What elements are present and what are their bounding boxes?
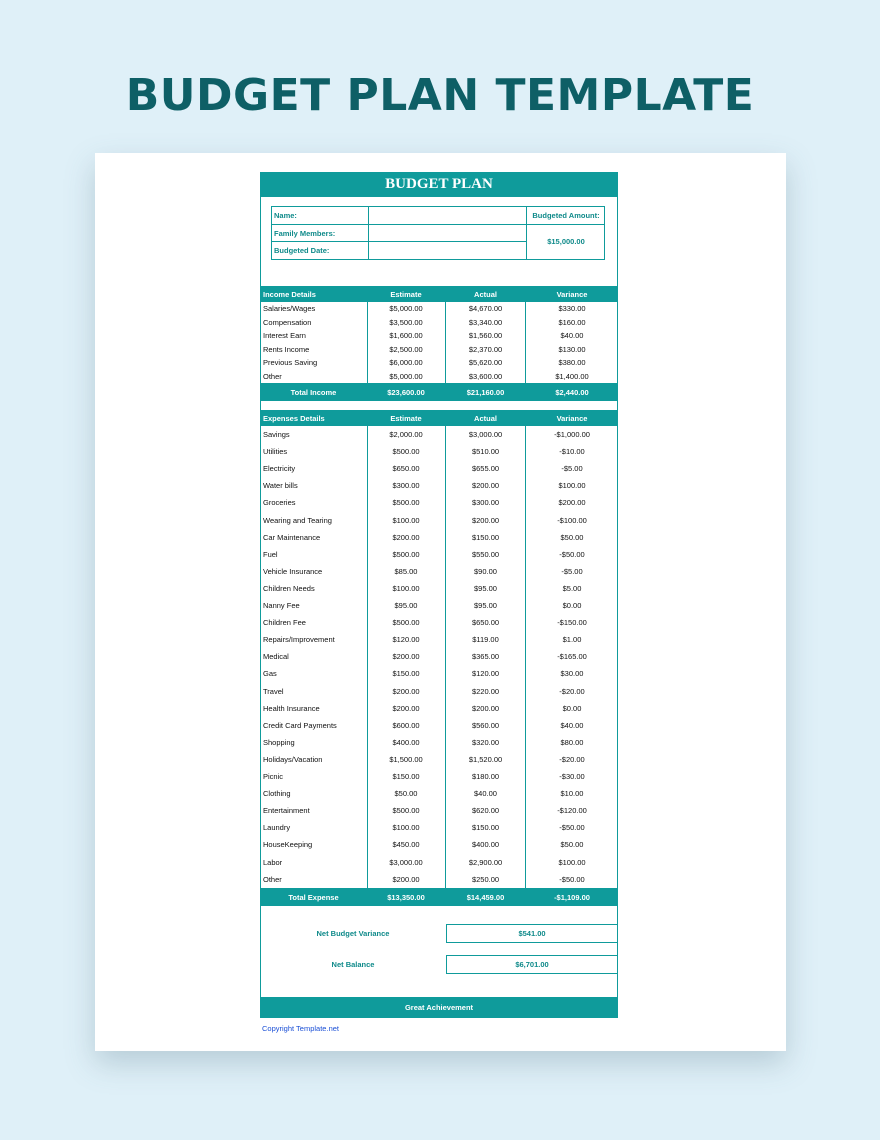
expense-row-cell-1: $85.00 — [394, 566, 418, 576]
expense-row-cell-0: Holidays/Vacation — [263, 754, 323, 764]
table-row — [260, 785, 618, 802]
expense-row-cell-1: $500.00 — [392, 498, 420, 508]
expense-row-cell-1: $1,500.00 — [389, 754, 423, 764]
table-row — [260, 751, 618, 768]
expense-row-cell-2: $620.00 — [471, 806, 500, 816]
expense-row-cell-0: Nanny Fee — [263, 601, 300, 610]
budgeted-amount-value: $15,000.00 — [547, 237, 585, 246]
income-total-cell-2: $21,160.00 — [466, 388, 505, 397]
expense-total-cell-1: $13,350.00 — [387, 892, 425, 902]
expense-row-cell-2: $250.00 — [471, 874, 500, 884]
income-row-cell-1: $1,600.00 — [389, 331, 423, 340]
expense-row-cell-0: Groceries — [263, 498, 296, 508]
table-row — [260, 443, 618, 460]
table-row — [260, 477, 618, 494]
expense-row-cell-2: $1,520.00 — [468, 754, 503, 764]
expense-row-cell-2: $40.00 — [474, 789, 497, 799]
expense-row-cell-0: Fuel — [263, 549, 278, 559]
expense-row-cell-0: Credit Card Payments — [263, 720, 337, 730]
expense-header-cell-1: Estimate — [390, 414, 422, 423]
expense-row-cell-1: $600.00 — [392, 720, 420, 730]
income-row-cell-2: $3,340.00 — [468, 317, 503, 327]
expense-row-cell-2: $320.00 — [471, 737, 500, 747]
table-row — [260, 512, 618, 529]
expense-row-cell-2: $2,900.00 — [468, 857, 503, 867]
expense-row-cell-2: $3,000.00 — [468, 430, 503, 439]
expense-row-cell-0: Children Needs — [263, 583, 315, 593]
expense-row-cell-1: $200.00 — [392, 686, 420, 696]
table-row — [260, 700, 618, 717]
expense-total-cell-3: -$1,109.00 — [554, 892, 590, 902]
income-header-cell-2: Actual — [474, 290, 497, 299]
expense-header-cell-2: Actual — [474, 414, 497, 423]
expense-row-cell-3: $100.00 — [558, 481, 586, 491]
plan-title: BUDGET PLAN — [260, 172, 618, 197]
expense-row-cell-0: Travel — [263, 686, 284, 696]
expense-header-cell-0: Expenses Details — [263, 414, 325, 423]
expense-row-cell-1: $200.00 — [392, 703, 420, 713]
table-row — [260, 768, 618, 785]
expense-row-cell-0: Health Insurance — [263, 703, 320, 713]
expense-row-cell-0: Repairs/Improvement — [263, 635, 335, 645]
table-row — [260, 648, 618, 665]
expense-row-cell-0: Wearing and Tearing — [263, 515, 332, 525]
expense-row-cell-2: $200.00 — [471, 703, 500, 713]
income-total-cell-3: $2,440.00 — [555, 388, 589, 397]
expense-row-cell-2: $550.00 — [471, 549, 500, 559]
expense-row-cell-1: $300.00 — [392, 481, 420, 491]
expense-row-cell-3: -$50.00 — [559, 823, 585, 833]
income-row-cell-3: $330.00 — [558, 304, 586, 313]
expense-row-cell-3: -$30.00 — [559, 772, 585, 781]
expense-row-cell-1: $95.00 — [394, 601, 418, 610]
income-row-cell-3: $40.00 — [560, 331, 584, 340]
income-row-cell-0: Other — [263, 371, 282, 381]
expense-row-cell-3: $50.00 — [560, 532, 584, 542]
expense-row-cell-3: -$100.00 — [557, 515, 587, 525]
expense-row-cell-3: $80.00 — [560, 737, 584, 747]
income-row-cell-0: Salaries/Wages — [263, 304, 316, 313]
expense-row-cell-1: $650.00 — [392, 464, 420, 474]
income-row-cell-2: $4,670.00 — [468, 304, 503, 313]
table-row — [260, 802, 618, 819]
table-row — [260, 665, 618, 682]
income-row-cell-3: $130.00 — [558, 344, 586, 354]
table-row — [260, 871, 618, 888]
expense-row-cell-1: $100.00 — [392, 515, 420, 525]
table-row — [260, 529, 618, 546]
income-row-cell-1: $3,500.00 — [389, 317, 423, 327]
expense-row-cell-2: $650.00 — [471, 618, 500, 628]
expense-total-cell-2: $14,459.00 — [466, 892, 505, 902]
expense-row-cell-2: $220.00 — [471, 686, 500, 696]
expense-row-cell-3: $100.00 — [558, 857, 586, 867]
expense-row-cell-3: -$20.00 — [559, 686, 585, 696]
expense-row-cell-3: $200.00 — [558, 498, 586, 508]
income-header-cell-1: Estimate — [390, 290, 422, 299]
expense-row-cell-0: Shopping — [263, 737, 295, 747]
expense-row-cell-2: $200.00 — [471, 515, 500, 525]
expense-row-cell-2: $90.00 — [474, 566, 497, 576]
table-row — [260, 717, 618, 734]
expense-total-cell-0: Total Expense — [288, 892, 339, 902]
expense-row-cell-0: Labor — [263, 857, 283, 867]
expense-row-cell-2: $400.00 — [471, 840, 500, 850]
copyright-link[interactable]: Copyright Template.net — [262, 1024, 339, 1033]
table-row — [260, 597, 618, 614]
budgeted-amount-label: Budgeted Amount: — [532, 211, 600, 220]
income-row-cell-3: $380.00 — [558, 358, 586, 367]
table-row — [260, 734, 618, 751]
expense-row-cell-3: $30.00 — [560, 669, 584, 679]
expense-row-cell-0: Clothing — [263, 789, 291, 799]
info-box — [271, 206, 605, 260]
expense-row-cell-1: $500.00 — [392, 447, 420, 457]
expense-row-cell-1: $200.00 — [392, 652, 420, 662]
expense-row-cell-0: Gas — [263, 669, 277, 679]
table-row — [260, 854, 618, 871]
income-row-cell-0: Rents Income — [263, 344, 310, 354]
expense-row-cell-0: Savings — [263, 430, 290, 439]
table-row — [260, 683, 618, 700]
expense-row-cell-1: $500.00 — [392, 806, 420, 816]
table-row — [260, 302, 618, 316]
table-row — [260, 426, 618, 443]
expense-header-cell-3: Variance — [556, 414, 588, 423]
income-header — [260, 286, 618, 302]
expense-row-cell-0: Children Fee — [263, 618, 306, 628]
expense-row-cell-1: $150.00 — [392, 772, 420, 781]
expense-row-cell-3: -$5.00 — [561, 566, 583, 576]
expense-row-cell-0: Entertainment — [263, 806, 310, 816]
net-budget-variance-value: $541.00 — [446, 924, 618, 943]
expense-row-cell-3: -$20.00 — [559, 754, 585, 764]
expense-row-cell-2: $119.00 — [472, 635, 499, 645]
table-row — [260, 614, 618, 631]
expense-row-cell-2: $300.00 — [471, 498, 500, 508]
income-total-row — [260, 383, 618, 401]
name-label: Name: — [274, 211, 297, 220]
income-row-cell-1: $5,000.00 — [389, 371, 423, 381]
expense-total-row — [260, 888, 618, 906]
income-row-cell-1: $5,000.00 — [389, 304, 423, 313]
expense-row-cell-0: Electricity — [263, 464, 296, 474]
budget-sheet — [95, 153, 786, 1051]
net-balance-value: $6,701.00 — [446, 955, 618, 974]
expense-row-cell-1: $50.00 — [394, 789, 418, 799]
expense-row-cell-3: -$10.00 — [559, 447, 585, 457]
expense-row-cell-1: $150.00 — [392, 669, 420, 679]
expense-row-cell-3: -$120.00 — [557, 806, 587, 816]
net-balance-label: Net Balance — [331, 960, 375, 969]
expense-row-cell-1: $500.00 — [392, 618, 420, 628]
expense-row-cell-3: $0.00 — [562, 601, 582, 610]
expense-row-cell-3: $1.00 — [562, 635, 582, 645]
table-row — [260, 356, 618, 370]
expense-row-cell-1: $120.00 — [392, 635, 420, 645]
expense-header — [260, 410, 618, 426]
expense-row-cell-3: -$5.00 — [561, 464, 583, 474]
income-total-cell-0: Total Income — [290, 388, 337, 397]
expense-row-cell-0: Water bills — [263, 481, 298, 491]
expense-row-cell-3: -$50.00 — [559, 874, 585, 884]
expense-row-cell-3: -$150.00 — [557, 618, 587, 628]
income-row-cell-3: $1,400.00 — [555, 371, 589, 381]
expense-row-cell-3: -$165.00 — [557, 652, 587, 662]
expense-row-cell-3: $5.00 — [562, 583, 582, 593]
expense-row-cell-0: HouseKeeping — [263, 840, 313, 850]
expense-row-cell-2: $95.00 — [474, 601, 497, 610]
expense-row-cell-1: $500.00 — [392, 549, 420, 559]
table-row — [260, 494, 618, 511]
table-row — [260, 819, 618, 836]
income-header-cell-3: Variance — [556, 290, 588, 299]
income-row-cell-1: $2,500.00 — [389, 344, 423, 354]
expense-row-cell-1: $100.00 — [392, 823, 420, 833]
expense-row-cell-2: $120.00 — [471, 669, 500, 679]
expense-row-cell-1: $100.00 — [392, 583, 420, 593]
income-row-cell-1: $6,000.00 — [389, 358, 423, 367]
income-row-cell-3: $160.00 — [558, 317, 586, 327]
table-row — [260, 580, 618, 597]
expense-row-cell-3: $50.00 — [560, 840, 584, 850]
table-row — [260, 546, 618, 563]
family-members-label: Family Members: — [274, 229, 336, 238]
expense-row-cell-2: $150.00 — [471, 532, 500, 542]
expense-row-cell-0: Picnic — [263, 772, 284, 781]
expense-row-cell-1: $3,000.00 — [389, 857, 423, 867]
budgeted-date-label: Budgeted Date: — [274, 246, 330, 255]
expense-row-cell-3: $40.00 — [560, 720, 584, 730]
expense-row-cell-0: Car Maintenance — [263, 532, 321, 542]
income-row-cell-2: $3,600.00 — [468, 371, 503, 381]
income-row-cell-0: Interest Earn — [263, 331, 306, 340]
table-row — [260, 316, 618, 330]
table-row — [260, 631, 618, 648]
income-row-cell-2: $2,370.00 — [468, 344, 503, 354]
expense-row-cell-2: $655.00 — [471, 464, 500, 474]
income-total-cell-1: $23,600.00 — [387, 388, 425, 397]
income-row-cell-2: $1,560.00 — [468, 331, 503, 340]
expense-row-cell-3: -$1,000.00 — [554, 430, 590, 439]
footer-bar: Great Achievement — [260, 997, 618, 1018]
page-title: BUDGET PLAN TEMPLATE — [125, 70, 755, 121]
expense-row-cell-2: $560.00 — [471, 720, 500, 730]
expense-row-cell-0: Medical — [263, 652, 289, 662]
expense-row-cell-0: Other — [263, 874, 282, 884]
table-row — [260, 370, 618, 384]
income-header-cell-0: Income Details — [263, 290, 316, 299]
expense-row-cell-3: $0.00 — [562, 703, 582, 713]
expense-row-cell-2: $200.00 — [471, 481, 500, 491]
table-row — [260, 563, 618, 580]
expense-row-cell-0: Laundry — [263, 823, 291, 833]
expense-row-cell-2: $150.00 — [471, 823, 500, 833]
expense-row-cell-3: -$50.00 — [559, 549, 585, 559]
expense-row-cell-2: $365.00 — [471, 652, 500, 662]
net-budget-variance-label: Net Budget Variance — [316, 929, 390, 938]
expense-row-cell-3: $10.00 — [560, 789, 584, 799]
expense-row-cell-1: $200.00 — [392, 874, 420, 884]
expense-row-cell-1: $2,000.00 — [389, 430, 423, 439]
expense-row-cell-1: $200.00 — [392, 532, 420, 542]
expense-row-cell-2: $510.00 — [471, 447, 500, 457]
expense-row-cell-2: $95.00 — [474, 583, 497, 593]
table-row — [260, 460, 618, 477]
expense-row-cell-2: $180.00 — [471, 772, 500, 781]
expense-row-cell-0: Vehicle Insurance — [263, 566, 323, 576]
income-row-cell-0: Previous Saving — [263, 358, 318, 367]
table-row — [260, 836, 618, 853]
expense-row-cell-1: $450.00 — [392, 840, 420, 850]
income-row-cell-2: $5,620.00 — [468, 358, 503, 367]
table-row — [260, 343, 618, 357]
table-row — [260, 329, 618, 343]
income-row-cell-0: Compensation — [263, 317, 312, 327]
expense-row-cell-0: Utilities — [263, 447, 288, 457]
expense-row-cell-1: $400.00 — [392, 737, 420, 747]
